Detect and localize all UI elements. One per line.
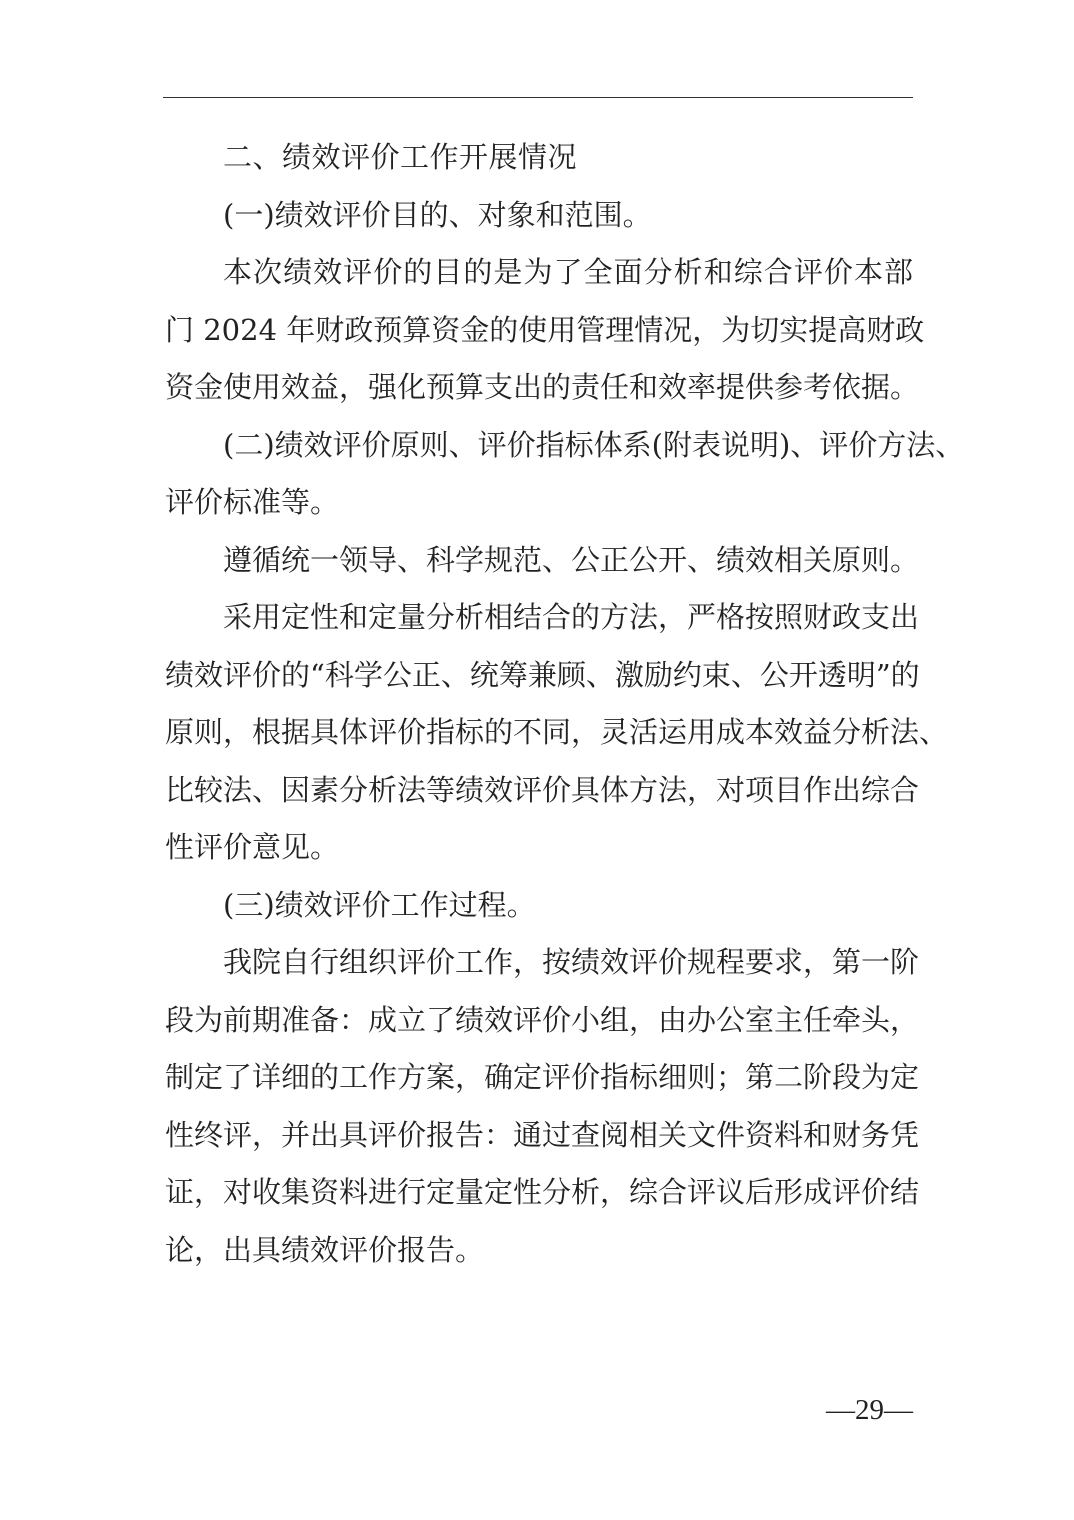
- document-body: [165, 129, 965, 1279]
- paragraph-line: 采用定性和定量分析相结合的方法，严格按照财政支出: [223, 600, 920, 634]
- subsection-1-title: (一)绩效评价目的、对象和范围。: [223, 197, 652, 232]
- subsection-2-title: (二)绩效评价原则、评价指标体系(附表说明)、评价方法、: [223, 427, 965, 462]
- paragraph-line: 证，对收集资料进行定量定性分析，综合评议后形成评价结: [165, 1175, 920, 1209]
- header-rule: [163, 97, 913, 98]
- paragraph-line: 段为前期准备：成立了绩效评价小组，由办公室主任牵头，: [165, 1002, 920, 1037]
- paragraph-line: 制定了详细的工作方案，确定评价指标细则；第二阶段为定: [165, 1060, 920, 1094]
- paragraph-line: 性终评，并出具评价报告：通过查阅相关文件资料和财务凭: [165, 1117, 920, 1152]
- subsection-2-title-cont: 评价标准等。: [165, 485, 340, 519]
- page-number: —29—: [826, 1394, 913, 1426]
- paragraph-line: 比较法、因素分析法等绩效评价具体方法，对项目作出综合: [165, 772, 920, 807]
- section-heading: 二、绩效评价工作开展情况: [223, 140, 578, 174]
- principle-paragraph: 遵循统一领导、科学规范、公正公开、绩效相关原则。: [223, 542, 920, 577]
- paragraph-line: 绩效评价的“科学公正、统筹兼顾、激励约束、公开透明”的: [165, 657, 920, 692]
- subsection-3-title: (三)绩效评价工作过程。: [223, 887, 536, 922]
- paragraph-line: 门 2024 年财政预算资金的使用管理情况，为切实提高财政: [165, 312, 925, 347]
- paragraph-line: 我院自行组织评价工作，按绩效评价规程要求，第一阶: [223, 945, 920, 979]
- paragraph-line: 本次绩效评价的目的是为了全面分析和综合评价本部: [223, 255, 913, 289]
- paragraph-line: 资金使用效益，强化预算支出的责任和效率提供参考依据。: [165, 370, 920, 404]
- paragraph-line: 论，出具绩效评价报告。: [165, 1232, 485, 1267]
- paragraph-line: 原则，根据具体评价指标的不同，灵活运用成本效益分析法、: [165, 715, 949, 749]
- paragraph-line: 性评价意见。: [165, 830, 340, 864]
